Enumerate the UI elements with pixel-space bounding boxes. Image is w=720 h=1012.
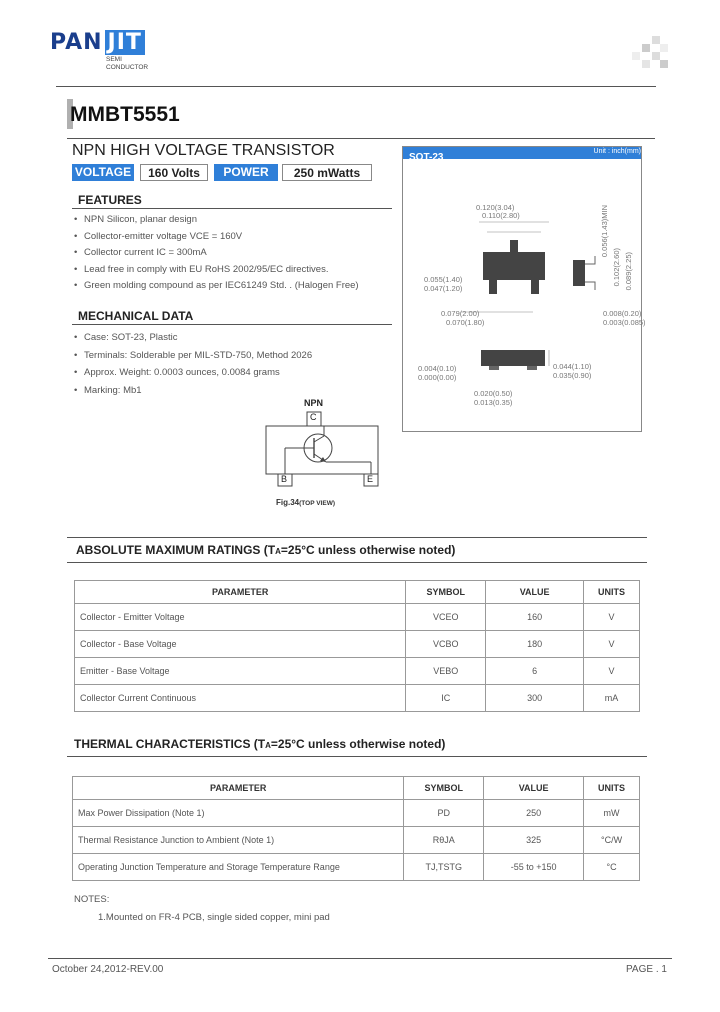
part-number: MMBT5551 xyxy=(70,103,180,126)
features-list xyxy=(74,212,400,295)
table-row: Emitter - Base Voltage VEBO 6 V xyxy=(75,658,640,685)
table-row: Collector - Base Voltage VCBO 180 V xyxy=(75,631,640,658)
table-row: Collector - Emitter Voltage VCEO 160 V xyxy=(75,604,640,631)
package-body-side xyxy=(573,260,585,286)
abs-max-table xyxy=(74,580,640,712)
mechanical-list xyxy=(74,329,400,399)
list-item: • Terminals: Solderable per MIL-STD-750, Method 2026 xyxy=(74,347,400,365)
logo-text: PAN xyxy=(50,30,103,55)
pin-e-label: E xyxy=(367,474,374,484)
abs-max-title: ABSOLUTE MAXIMUM RATINGS (TA=25°C unless otherwise noted) xyxy=(76,543,456,557)
list-item: • Lead free in comply with EU RoHS 2002/95/EC directives. xyxy=(74,262,400,279)
logo-accent: JIT xyxy=(105,30,145,55)
abs-max-top-divider xyxy=(67,537,647,538)
top-divider xyxy=(56,86,656,87)
list-item: • Case: SOT-23, Plastic xyxy=(74,329,400,347)
list-item: • Marking: Mb1 xyxy=(74,382,400,400)
abs-max-divider xyxy=(67,562,647,563)
table-header-row: PARAMETER SYMBOL VALUE UNITS xyxy=(75,581,640,604)
footer-divider xyxy=(48,958,672,959)
package-body-front xyxy=(481,350,545,366)
brand-logo xyxy=(50,30,145,55)
mechanical-divider xyxy=(72,324,392,325)
npn-pinout-diagram xyxy=(262,410,382,490)
voltage-value-badge: 160 Volts xyxy=(140,164,208,181)
package-body-top xyxy=(483,252,545,280)
pin-c-label: C xyxy=(310,412,317,422)
list-item: • Collector-emitter voltage VCE = 160V xyxy=(74,229,400,246)
thermal-table xyxy=(72,776,640,881)
package-title: SOT-23 xyxy=(409,152,444,163)
table-row: Thermal Resistance Junction to Ambient (Note 1) RθJA 325 °C/W xyxy=(73,827,640,854)
title-divider xyxy=(67,138,655,139)
list-item: • Green molding compound as per IEC61249 Std. . (Halogen Free) xyxy=(74,278,400,295)
power-value-badge: 250 mWatts xyxy=(282,164,372,181)
package-drawing xyxy=(403,160,641,430)
features-title: FEATURES xyxy=(78,193,142,207)
footer-date: October 24,2012-REV.00 xyxy=(52,964,164,975)
voltage-label-badge: VOLTAGE xyxy=(72,164,134,181)
mechanical-title: MECHANICAL DATA xyxy=(78,309,194,323)
figure-type-label: NPN xyxy=(304,398,324,408)
thermal-divider xyxy=(67,756,647,757)
list-item: • Approx. Weight: 0.0003 ounces, 0.0084 grams xyxy=(74,364,400,382)
pin-b-label: B xyxy=(281,474,288,484)
features-divider xyxy=(72,208,392,209)
logo-subtitle: SEMI CONDUCTOR xyxy=(106,56,149,71)
list-item: • Collector current IC = 300mA xyxy=(74,245,400,262)
page-subtitle: NPN HIGH VOLTAGE TRANSISTOR xyxy=(72,142,335,159)
figure-caption: Fig.34(TOP VIEW) xyxy=(276,498,335,507)
thermal-title: THERMAL CHARACTERISTICS (TA=25°C unless otherwise noted) xyxy=(74,737,446,751)
table-row: Collector Current Continuous IC 300 mA xyxy=(75,685,640,712)
decorative-pattern-icon xyxy=(632,36,672,76)
package-units: Unit : inch(mm) xyxy=(593,148,641,155)
table-header-row: PARAMETER SYMBOL VALUE UNITS xyxy=(73,777,640,800)
footer-page: PAGE . 1 xyxy=(626,964,667,975)
notes-title: NOTES: xyxy=(74,894,110,905)
note-item: 1.Mounted on FR-4 PCB, single sided copper, mini pad xyxy=(98,912,330,923)
list-item: • NPN Silicon, planar design xyxy=(74,212,400,229)
table-row: Operating Junction Temperature and Storage Temperature Range TJ,TSTG -55 to +150 °C xyxy=(73,854,640,881)
table-row: Max Power Dissipation (Note 1) PD 250 mW xyxy=(73,800,640,827)
power-label-badge: POWER xyxy=(214,164,278,181)
